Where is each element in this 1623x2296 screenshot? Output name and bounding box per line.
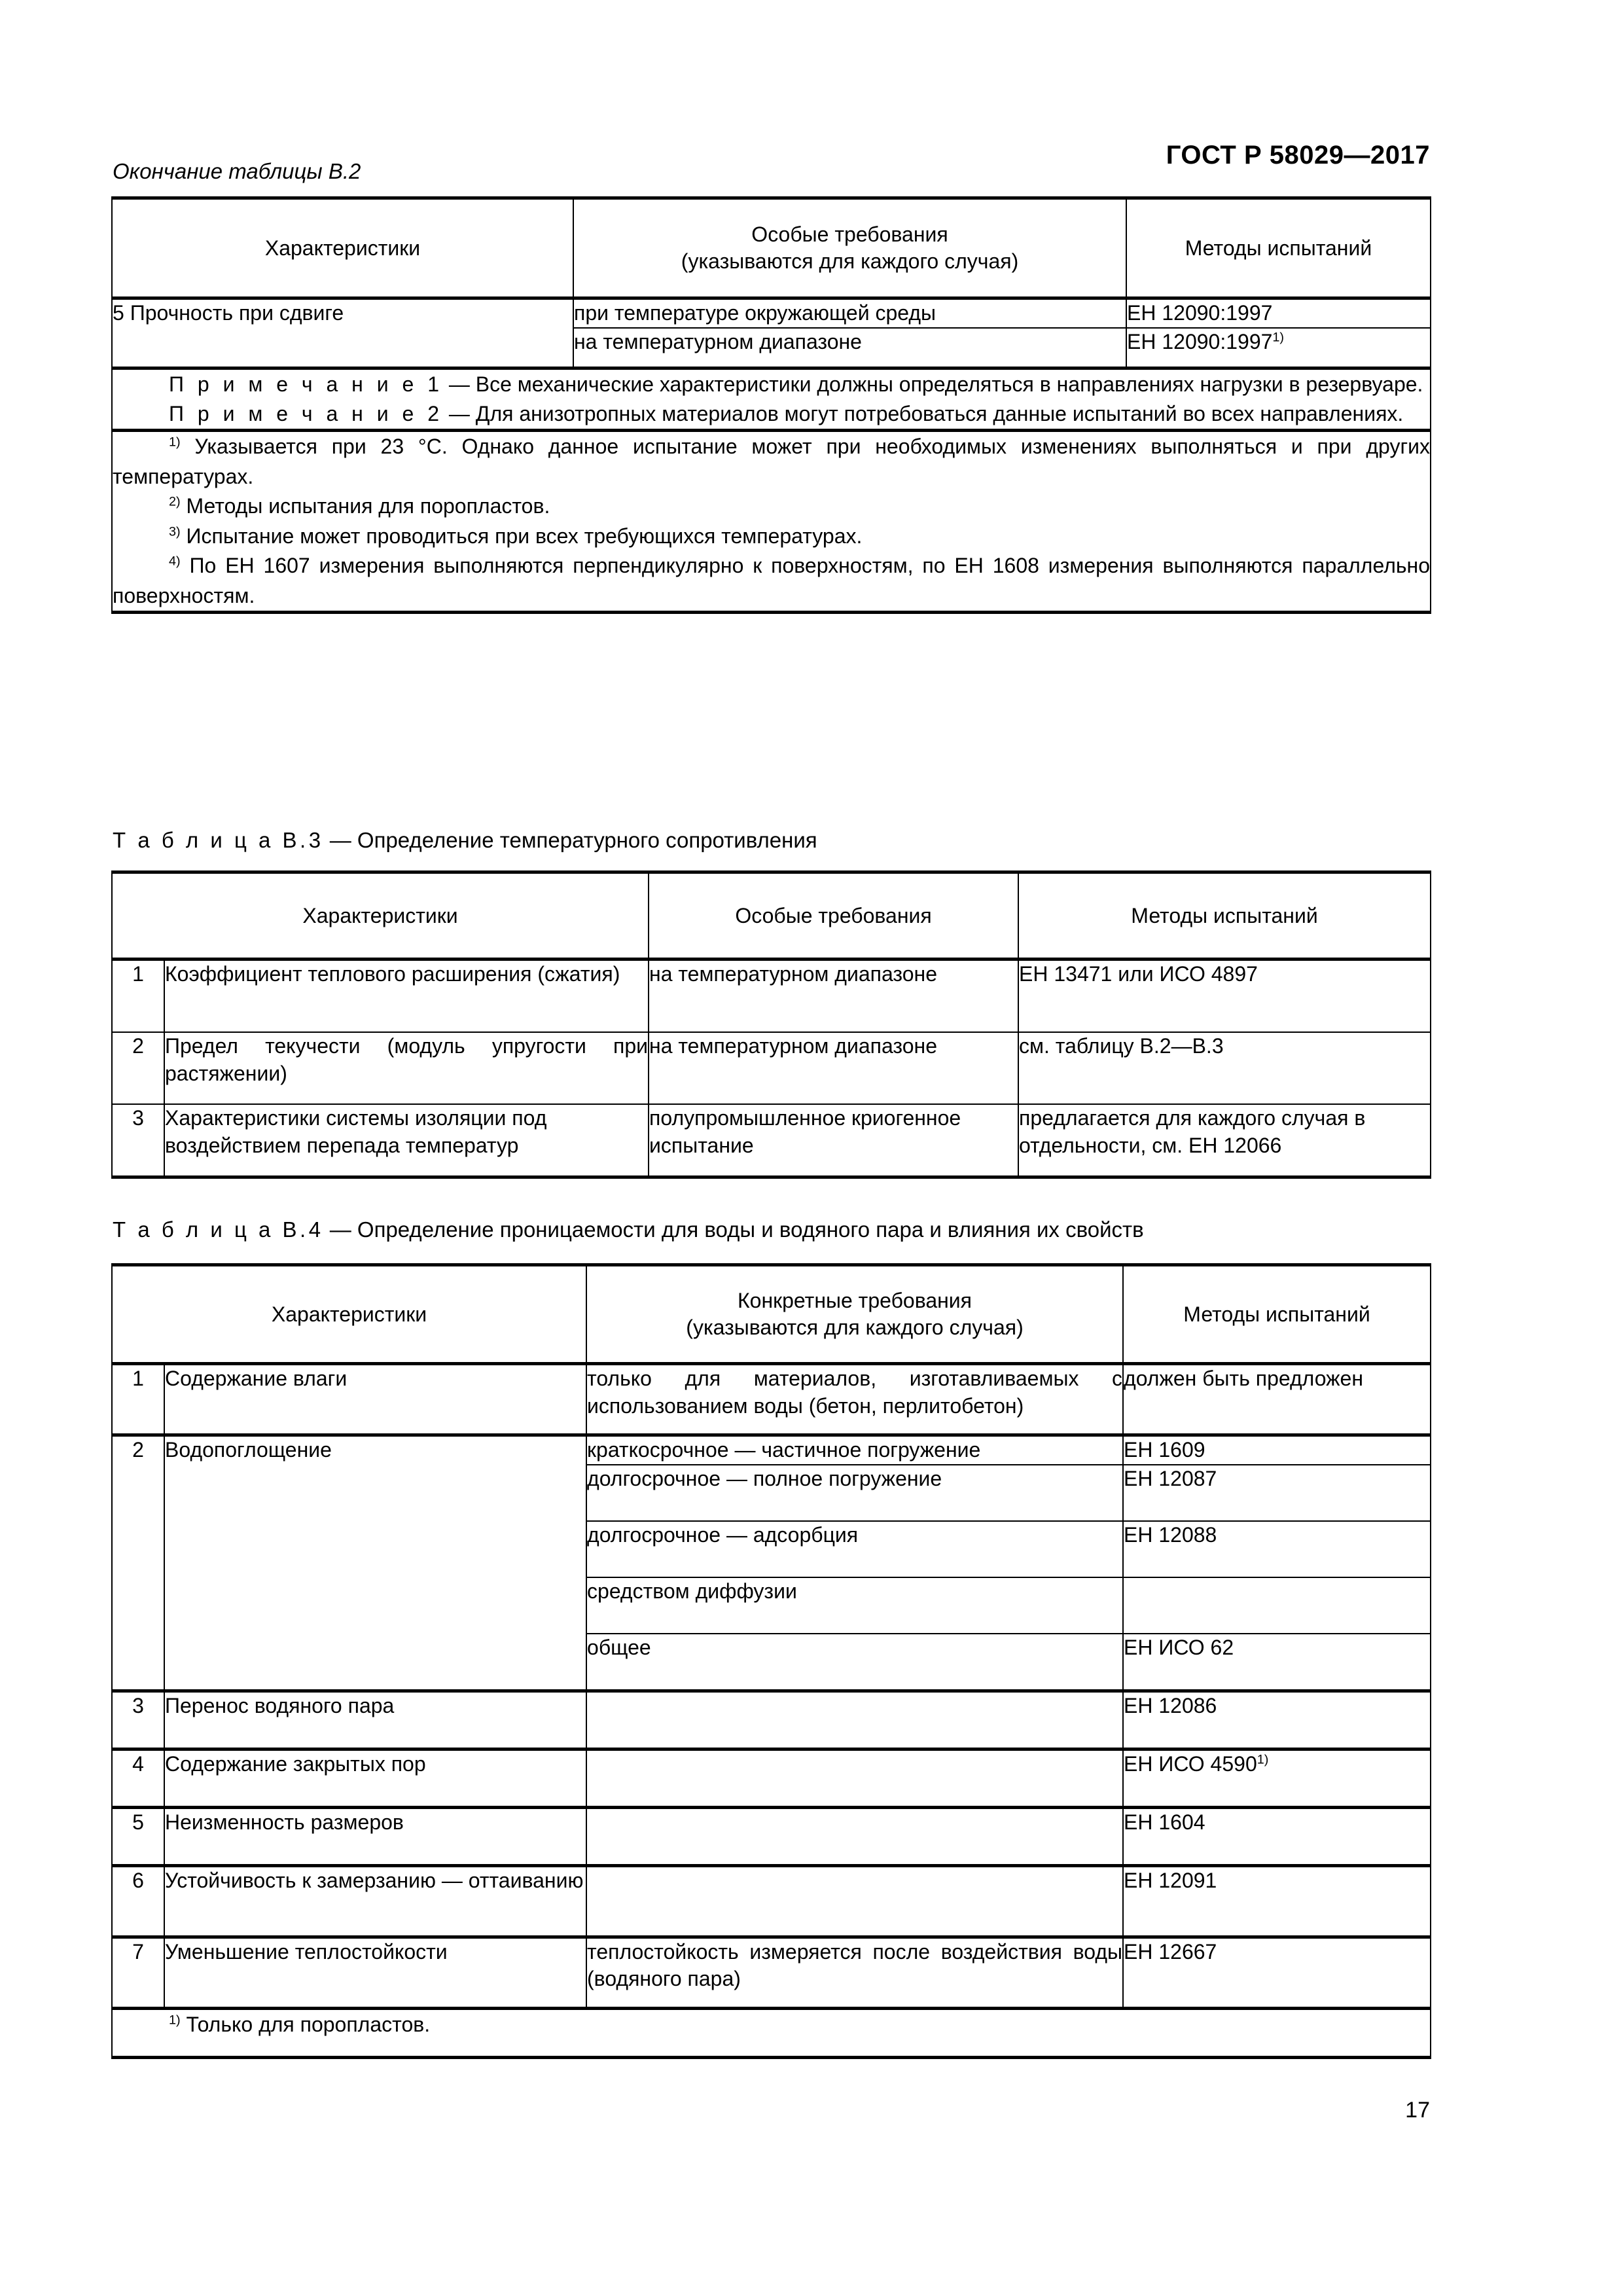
table-b4-col-requirements-line1: Конкретные требования (738, 1289, 972, 1313)
table-b3 (111, 870, 1431, 1179)
table-b2-note-1-label: П р и м е ч а н и е 1 (169, 372, 443, 396)
table-b3-col-methods: Методы испытаний (1018, 872, 1431, 960)
table-b4-header-row (112, 1265, 1431, 1364)
table-b4-r5-requirement: средством диффузии (586, 1577, 1123, 1634)
table-b3-r2-characteristic: Предел текучести (модуль упругости при растяжении) (164, 1032, 649, 1104)
document-header-standard-number: ГОСТ Р 58029—2017 (1166, 141, 1430, 170)
table-b2-footnote-3 (113, 522, 1430, 551)
table-b4-r10-characteristic: Устойчивость к замерзанию — оттаиванию (164, 1865, 586, 1937)
table-b3-col-characteristics: Характеристики (112, 872, 649, 960)
page-number: 17 (1405, 2098, 1430, 2123)
table-b4-r4-method: ЕН 12088 (1123, 1521, 1431, 1577)
table-b4-footnote-1 (113, 2010, 1430, 2039)
table-b4-col-characteristics: Характеристики (112, 1265, 586, 1364)
table-b2-note-2 (113, 399, 1430, 429)
table-b4-r11-characteristic: Уменьшение теплостойкости (164, 1937, 586, 2008)
table-b2-r1-method-text: ЕН 12090:1997 (1127, 301, 1273, 325)
table-b2-footnote-2-marker: 2) (169, 494, 181, 509)
table-row (112, 1749, 1431, 1807)
table-b2-footnotes-row (112, 431, 1431, 613)
table-b2-r1-characteristic: 5 Прочность при сдвиге (112, 298, 573, 368)
table-b4-r3-method: ЕН 12087 (1123, 1465, 1431, 1521)
table-b2-footnotes (112, 431, 1431, 613)
table-b4-r6-requirement: общее (586, 1634, 1123, 1691)
table-row (112, 960, 1431, 1033)
table-b4-r11-requirement: теплостойкость измеряется после воздействия воды (водяного пара) (586, 1937, 1123, 2008)
table-b4-col-requirements (586, 1265, 1123, 1364)
table-b2-col-requirements-line1: Особые требования (751, 223, 948, 247)
table-b4-r2-method: ЕН 1609 (1123, 1435, 1431, 1465)
table-b4-col-methods: Методы испытаний (1123, 1265, 1431, 1364)
table-b3-header-row (112, 872, 1431, 960)
table-b4-r9-method: ЕН 1604 (1123, 1807, 1431, 1865)
table-b2-note-1-text: — Все механические характеристики должны определяться в направлениях нагрузки в резервуаре. (442, 372, 1423, 396)
table-b4-caption-label: Т а б л и ц а В.4 (113, 1217, 324, 1242)
table-b3-r3-method: предлагается для каждого случая в отдельности, см. ЕН 12066 (1018, 1104, 1431, 1177)
table-b4-footnote-row (112, 2008, 1431, 2057)
table-row (112, 1807, 1431, 1865)
table-row (112, 1435, 1431, 1465)
table-b2-footnote-1-text: Указывается при 23 °С. Однако данное испытание может при необходимых изменениях выполняться и при других температурах. (113, 435, 1430, 488)
table-b4-r4-requirement: долгосрочное — адсорбция (586, 1521, 1123, 1577)
table-b2-notes-row (112, 368, 1431, 431)
table-b4-r5-method (1123, 1577, 1431, 1634)
table-b4-footnote-1-marker: 1) (169, 2012, 181, 2027)
table-b2-footnote-4 (113, 551, 1430, 611)
table-b2-note-1 (113, 370, 1430, 399)
table-b4-r7-characteristic: Перенос водяного пара (164, 1691, 586, 1749)
table-b4-r9-characteristic: Неизменность размеров (164, 1807, 586, 1865)
table-b2-footnote-4-text: По ЕН 1607 измерения выполняются перпендикулярно к поверхностям, по ЕН 1608 измерения выполняются параллельно поверхностям. (113, 554, 1430, 607)
table-b2-footnote-2 (113, 492, 1430, 521)
table-b4-r1-characteristic: Содержание влаги (164, 1364, 586, 1435)
table-b2-col-requirements (573, 198, 1126, 298)
table-b4-r8-requirement (586, 1749, 1123, 1807)
table-b3-r3-no: 3 (112, 1104, 164, 1177)
table-b3-r3-requirement: полупромышленное криогенное испытание (649, 1104, 1018, 1177)
table-row (112, 1104, 1431, 1177)
table-b4-r3-requirement: долгосрочное — полное погружение (586, 1465, 1123, 1521)
table-b4-caption (113, 1217, 1144, 1242)
table-b2-col-methods: Методы испытаний (1126, 198, 1431, 298)
table-b3-r1-characteristic: Коэффициент теплового расширения (сжатия) (164, 960, 649, 1033)
table-b2-r2-method (1126, 328, 1431, 368)
table-b2-caption: Окончание таблицы В.2 (113, 159, 361, 183)
table-b3-r3-characteristic: Характеристики системы изоляции под воздействием перепада температур (164, 1104, 649, 1177)
table-row (112, 298, 1431, 328)
table-b2-col-characteristics: Характеристики (112, 198, 573, 298)
table-b2-notes (112, 368, 1431, 431)
table-b4-r2-characteristic: Водопоглощение (164, 1435, 586, 1691)
table-b2 (111, 196, 1431, 614)
table-b4-r8-no: 4 (112, 1749, 164, 1807)
table-b4-r9-requirement (586, 1807, 1123, 1865)
table-b4-r7-no: 3 (112, 1691, 164, 1749)
table-b2-header-row (112, 198, 1431, 298)
table-b4-r11-method: ЕН 12667 (1123, 1937, 1431, 2008)
table-b2-footnote-2-text: Методы испытания для поропластов. (180, 494, 550, 518)
table-b2-col-requirements-line2: (указываются для каждого случая) (681, 249, 1019, 273)
table-b4-r7-method: ЕН 12086 (1123, 1691, 1431, 1749)
table-b2-r1-requirement: при температуре окружающей среды (573, 298, 1126, 328)
table-b4-r10-method: ЕН 12091 (1123, 1865, 1431, 1937)
table-b3-col-requirements: Особые требования (649, 872, 1018, 960)
table-b4-r6-method: ЕН ИСО 62 (1123, 1634, 1431, 1691)
table-b4-r1-method: должен быть предложен (1123, 1364, 1431, 1435)
table-b2-note-2-label: П р и м е ч а н и е 2 (169, 402, 443, 426)
table-b3-r2-no: 2 (112, 1032, 164, 1104)
table-b2-note-2-text: — Для анизотропных материалов могут потребоваться данные испытаний во всех направлениях. (442, 402, 1404, 426)
table-b2-r2-method-footnote-marker: 1) (1272, 329, 1285, 344)
table-b3-r2-requirement: на температурном диапазоне (649, 1032, 1018, 1104)
table-b3-r1-method: ЕН 13471 или ИСО 4897 (1018, 960, 1431, 1033)
table-row (112, 1865, 1431, 1937)
table-b2-r2-method-text: ЕН 12090:1997 (1127, 329, 1273, 353)
table-b4-r10-no: 6 (112, 1865, 164, 1937)
table-b2-footnote-4-marker: 4) (169, 554, 181, 569)
table-b2-footnote-3-marker: 3) (169, 524, 181, 539)
table-b4-r10-requirement (586, 1865, 1123, 1937)
table-b4 (111, 1263, 1431, 2059)
table-b4-r9-no: 5 (112, 1807, 164, 1865)
table-b4-r2-requirement: краткосрочное — частичное погружение (586, 1435, 1123, 1465)
table-b4-r2-no: 2 (112, 1435, 164, 1691)
table-b2-r1-method (1126, 298, 1431, 328)
table-b2-footnote-3-text: Испытание может проводиться при всех требующихся температурах. (180, 524, 863, 548)
table-b2-footnote-1-marker: 1) (169, 435, 181, 450)
table-b4-footnote (112, 2008, 1431, 2057)
table-b4-r1-no: 1 (112, 1364, 164, 1435)
table-b2-footnote-1 (113, 432, 1430, 492)
table-row (112, 1364, 1431, 1435)
table-b3-caption-text: — Определение температурного сопротивления (323, 828, 817, 852)
table-b3-r1-requirement: на температурном диапазоне (649, 960, 1018, 1033)
table-b4-footnote-1-text: Только для поропластов. (180, 2012, 431, 2036)
table-row (112, 1032, 1431, 1104)
table-b4-caption-text: — Определение проницаемости для воды и водяного пара и влияния их свойств (323, 1217, 1144, 1242)
table-b2-r2-requirement: на температурном диапазоне (573, 328, 1126, 368)
table-b3-caption (113, 828, 817, 853)
table-row (112, 1691, 1431, 1749)
table-b4-r1-requirement: только для материалов, изготавливаемых с использованием воды (бетон, перлитобетон) (586, 1364, 1123, 1435)
table-b4-col-requirements-line2: (указываются для каждого случая) (686, 1316, 1024, 1339)
table-row (112, 1937, 1431, 2008)
table-b4-r11-no: 7 (112, 1937, 164, 2008)
table-b3-r2-method: см. таблицу В.2—В.3 (1018, 1032, 1431, 1104)
table-b4-r8-method (1123, 1749, 1431, 1807)
table-b4-r8-method-footnote-marker: 1) (1257, 1751, 1269, 1767)
table-b4-r8-method-text: ЕН ИСО 4590 (1124, 1751, 1257, 1776)
table-b4-r7-requirement (586, 1691, 1123, 1749)
table-b4-r8-characteristic: Содержание закрытых пор (164, 1749, 586, 1807)
table-b3-r1-no: 1 (112, 960, 164, 1033)
table-b3-caption-label: Т а б л и ц а В.3 (113, 828, 324, 852)
